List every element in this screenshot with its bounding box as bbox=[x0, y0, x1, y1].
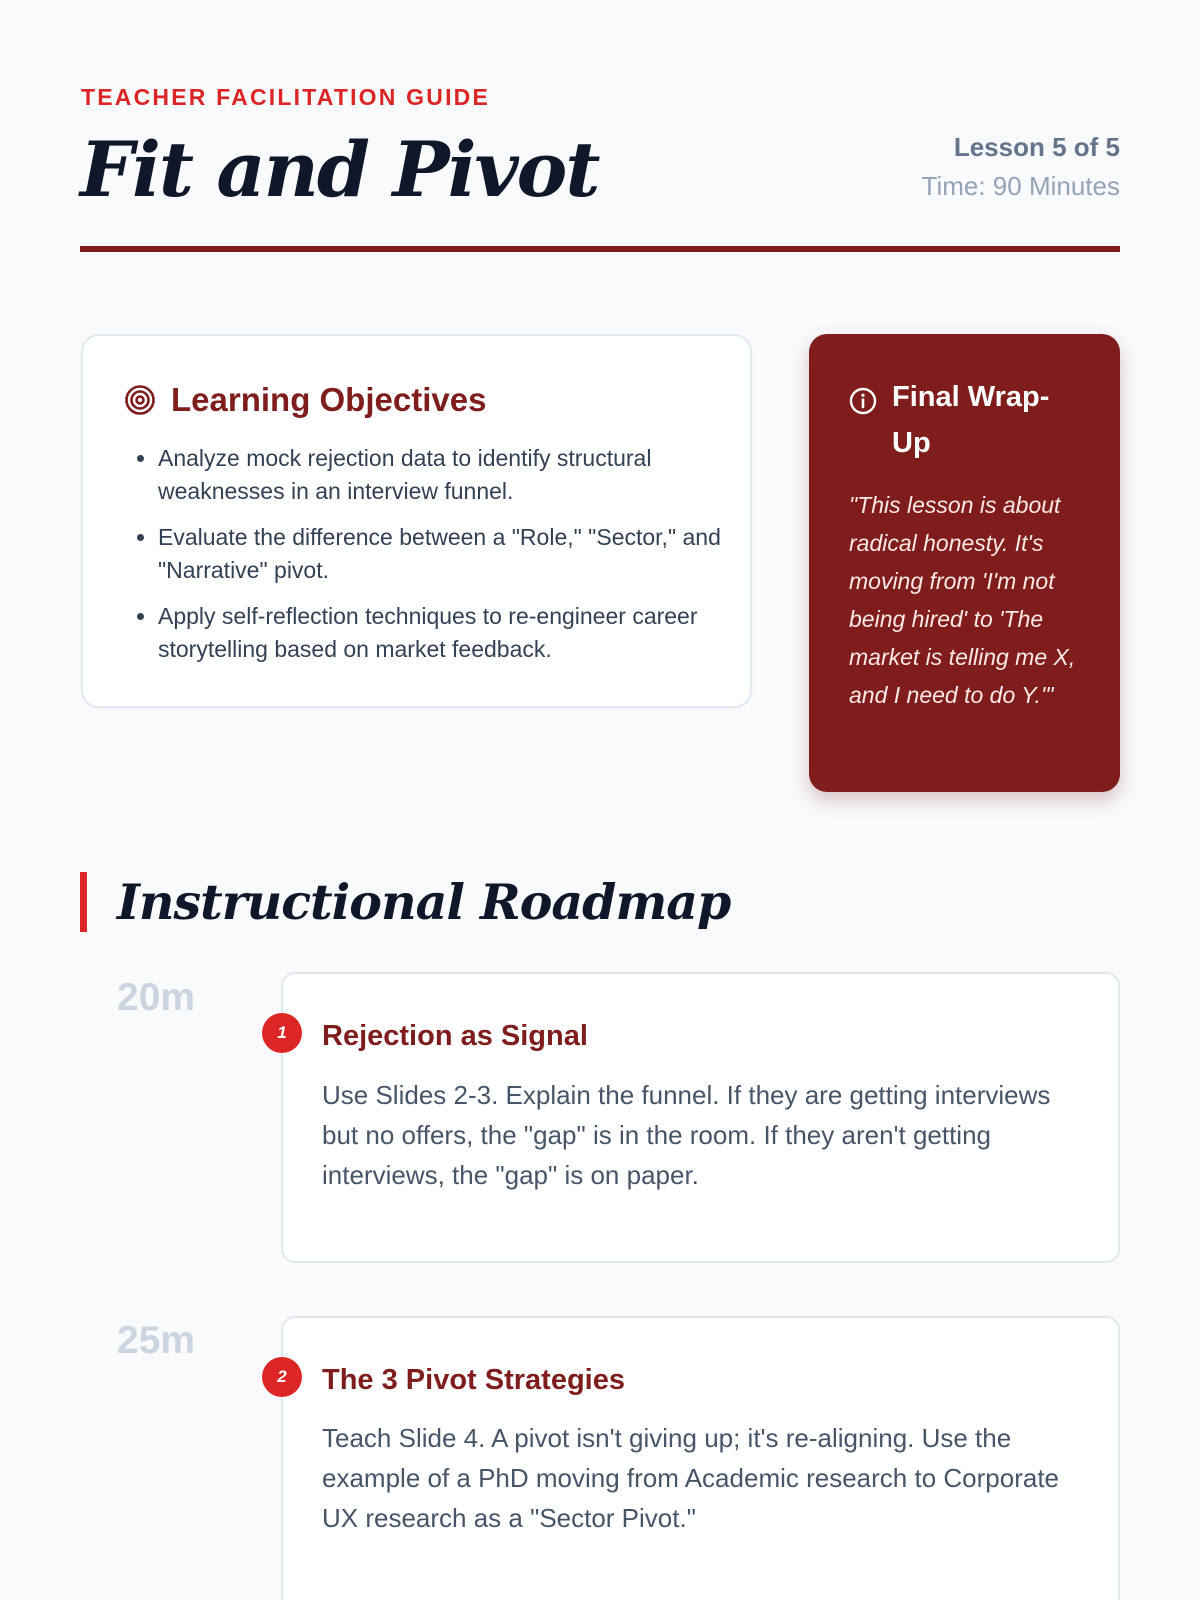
step-description: Use Slides 2-3. Explain the funnel. If they are getting interviews but no offers, the "gap" is in the room. If they aren't getting interviews, the "gap" is on paper. bbox=[322, 1080, 1051, 1190]
objectives-header bbox=[124, 380, 486, 420]
objective-item: • Apply self-reflection techniques to re-engineer career storytelling based on market feedback. bbox=[158, 600, 748, 666]
target-icon bbox=[124, 384, 156, 416]
info-icon bbox=[849, 387, 877, 415]
objective-item: • Analyze mock rejection data to identify structural weaknesses in an interview funnel. bbox=[158, 442, 748, 508]
step-duration: 25m bbox=[117, 1319, 196, 1362]
lesson-number: Lesson 5 of 5 bbox=[953, 132, 1120, 162]
step-number-badge: 2 bbox=[262, 1357, 302, 1397]
lesson-duration: Time: 90 Minutes bbox=[921, 171, 1120, 201]
guide-eyebrow: TEACHER FACILITATION GUIDE bbox=[81, 84, 491, 110]
step-title: Rejection as Signal bbox=[322, 1020, 588, 1052]
roadmap-accent-bar bbox=[80, 872, 87, 932]
header-divider bbox=[80, 246, 1120, 252]
final-wrap-up-card bbox=[809, 334, 1120, 792]
objectives-title: Learning Objectives bbox=[171, 381, 487, 418]
wrap-up-title: Final Wrap-Up bbox=[892, 381, 1050, 459]
lesson-meta bbox=[922, 130, 1120, 203]
step-duration: 20m bbox=[117, 976, 196, 1019]
learning-objectives-card bbox=[81, 334, 752, 708]
wrap-up-quote: "This lesson is about radical honesty. It's moving from 'I'm not being hired' to 'The market is telling me X, and I need to do Y.'" bbox=[849, 492, 1076, 708]
step-number-badge: 1 bbox=[262, 1013, 302, 1053]
objective-item: • Evaluate the difference between a "Role," "Sector," and "Narrative" pivot. bbox=[158, 521, 748, 587]
objectives-list bbox=[128, 442, 748, 679]
page-title: Fit and Pivot bbox=[80, 125, 599, 214]
roadmap-title: Instructional Roadmap bbox=[117, 873, 731, 931]
wrap-up-header bbox=[849, 374, 1082, 466]
step-description: Teach Slide 4. A pivot isn't giving up; it's re-aligning. Use the example of a PhD moving from Academic research to Corporate UX research as a "Sector Pivot." bbox=[322, 1423, 1060, 1533]
step-title: The 3 Pivot Strategies bbox=[322, 1364, 625, 1396]
